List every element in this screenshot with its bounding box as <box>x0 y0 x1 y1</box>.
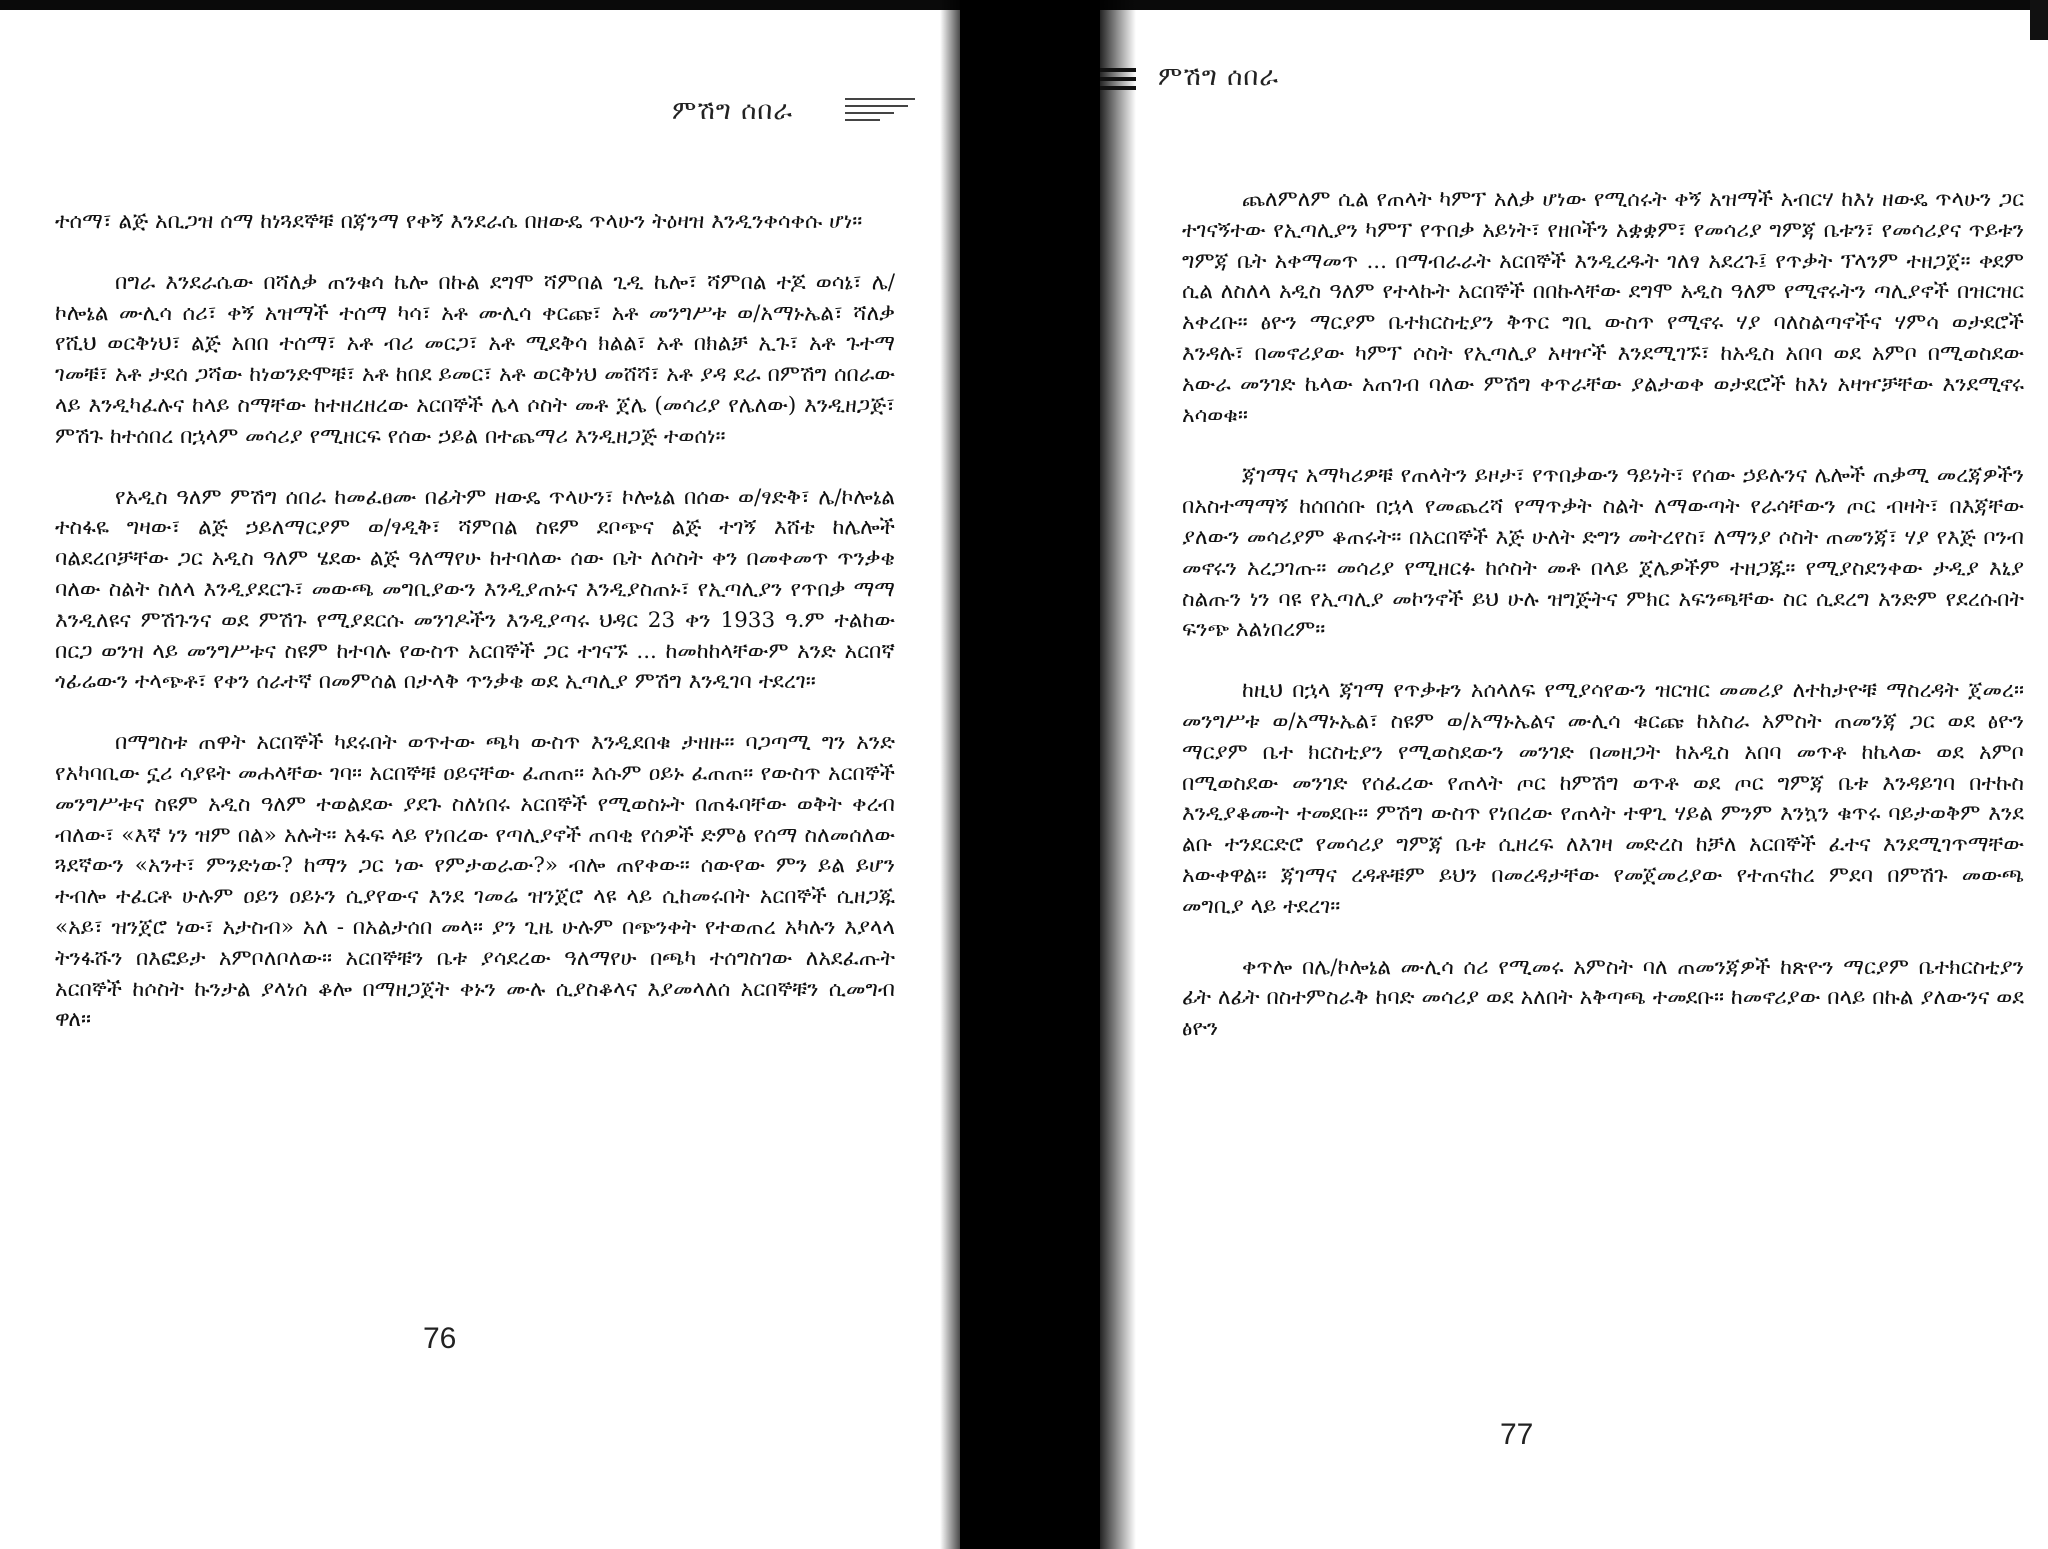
left-header-ornament <box>845 98 915 121</box>
left-paragraph-2: በግራ እንደራሴው በሻለቃ ጠንቁሳ ኬሎ በኩል ደግሞ ሻምበል ጊዲ ኬሎ፣ ሻምበል ተጆ ወሳኔ፣ ሌ/ኮሎኔል ሙሊሳ ሰሪ፣ ቀኝ አዝማች ተሰማ ካሳ፣ አቶ ሙሊሳ ቀርጩ፣ አቶ መንግሥቱ ወ/አማኑኤል፣ ሻለቃ የሺህ ወርቅነህ፣ ልጅ አበበ ተሰማ፣ አቶ ብሪ መርጋ፣ አቶ ሚደቅሳ ክልል፣ አቶ በክልቻ ኢጉ፣ አቶ ጉተማ ገመቹ፣ አቶ ታደሰ ጋሻው ከነወንድሞቹ፣ አቶ ከበደ ይመር፣ አቶ ወርቅነህ መሸሻ፣ አቶ ያዳ ደራ በምሽግ ሰበራው ላይ እንዲካፈሉና ከላይ ስማቸው ከተዘረዘረው አርበኞች ሌላ ሶስት መቶ ጀሌ (መሳሪያ የሌለው) እንዲዘጋጅ፣ ምሽጉ ከተሰበረ በኋላም መሳሪያ የሚዘርፍ የሰው ኃይል በተጨማሪ እንዲዘጋጅ ተወሰነ። <box>55 269 895 449</box>
left-paragraph-4: በማግስቱ ጠዋት አርበኞች ካደሩበት ወጥተው ጫካ ውስጥ እንዲደበቁ ታዘዙ። ባጋጣሚ ግን አንድ የአካባቢው ኗሪ ሳያዩት መሐላቸው ገባ። አርበኞቹ ዐይናቸው ፈጠጠ። እሱም ዐይኑ ፈጠጠ። የውስጥ አርበኞች መንግሥቱና ስዩም አዲስ ዓለም ተወልደው ያደጉ ስለነበሩ አርበኞች የሚወስኑት በጠፋባቸው ወቅት ቀረብ ብለው፣ «እኛ ነን ዝም በል» አሉት። አፋፍ ላይ የነበረው የጣሊያኖች ጠባቂ የሰዎች ድምፅ የሰማ ስለመሰለው ጓደኛውን «አንተ፣ ምንድነው? ከማን ጋር ነው የምታወራው?» ብሎ ጠየቀው። ሰውየው ምን ይል ይሆን ተብሎ ተፈርቶ ሁሉም ዐይን ዐይኑን ሲያየውና እንደ ገመሬ ዝንጀሮ ላዩ ላይ ሲከመሩበት አርበኞች ሲዘጋጁ «አይ፣ ዝንጀሮ ነው፣ አታስብ» አለ - በአልታሰበ መላ። ያን ጊዜ ሁሉም በጭንቀት የተወጠረ አካሉን እያላላ ትንፋሹን በእፎይታ አምቦለቦለው። አርበኞቹን ቤቱ ያሳደረው ዓለማየሁ በጫካ ተሰግስገው ለአደፈጡት አርበኞች ከሶስት ኩንታል ያላነሰ ቆሎ በማዘጋጀት ቀኑን ሙሉ ሲያስቆላና እያመላለሰ አርበኞቹን ሲመግብ ዋለ። <box>55 730 895 1033</box>
right-page <box>1100 0 2048 1549</box>
right-paragraph-4: ቀጥሎ በሌ/ኮሎኔል ሙሊሳ ሰሪ የሚመሩ አምስት ባለ ጠመንጃዎች ከጽዮን ማርያም ቤተክርስቲያን ፊት ለፊት በስተምስራቅ ከባድ መሳሪያ ወደ አለበት አቅጣጫ ተመደቡ። ከመኖሪያው በላይ በኩል ያለውንና ወደ ፅዮን <box>1182 954 2024 1042</box>
left-paragraph-3: የአዲስ ዓለም ምሽግ ሰበራ ከመፈፀሙ በፊትም ዘውዴ ጥላሁን፣ ኮሎኔል በሰው ወ/ፃድቅ፣ ሌ/ኮሎኔል ተስፋዬ ግዛው፣ ልጅ ኃይለማርያም ወ/ፃዲቅ፣ ሻምበል ስዩም ደቦጭና ልጅ ተገኝ እሸቴ ከሌሎች ባልደረቦቻቸው ጋር አዲስ ዓለም ሄደው ልጅ ዓለማየሁ ከተባለው ሰው ቤት ለሶስት ቀን በመቀመጥ ጥንቃቄ ባለው ስልት ስለላ እንዲያደርጉ፣ መውጫ መግቢያውን እንዲያጠኑና እንዲያስጠኑ፣ የኢጣሊያን የጥበቃ ማማ እንዲለዩና ምሽጉንና ወደ ምሽጉ የሚያደርሱ መንገዶችን እንዲያጣሩ ህዳር 23 ቀን 1933 ዓ.ም ተልከው በርጋ ወንዝ ላይ መንግሥቱና ስዩም ከተባሉ የውስጥ አርበኞች ጋር ተገናኙ ... ከመከከላቸውም አንድ አርበኛ ጎፊሬውን ተላጭቶ፣ የቀን ሰራተኛ በመምሰል በታላቅ ጥንቃቄ ወደ ኢጣሊያ ምሽግ እንዲገባ ተደረገ። <box>55 484 895 695</box>
right-page-body <box>1182 185 2024 1075</box>
right-paragraph-2: ጃገማና አማካሪዎቹ የጠላትን ይዞታ፣ የጥበቃውን ዓይነት፣ የሰው ኃይሉንና ሌሎች ጠቃሚ መረጃዎችን በአስተማማኝ ከሰበሰቡ በኋላ የመጨረሻ የማጥቃት ስልት ለማውጣት የራሳቸውን ጦር ብዛት፣ በእጃቸው ያለውን መሳሪያም ቆጠሩት። በአርበኞች እጅ ሁለት ድግን መትረየስ፣ ለማንያ ሶስት ጠመንጃ፣ ሃያ የእጅ ቦንብ መኖሩን አረጋገጡ። መሳሪያ የሚዘርፉ ከሶስት መቶ በላይ ጀሌዎችም ተዘጋጁ። የሚያስደንቀው ታዲያ እኒያ ስልጡን ነን ባዩ የኢጣሊያ መኮንኖች ይህ ሁሉ ዝግጅትና ምክር አፍንጫቸው ስር ሲደረግ አንድም የደረሱበት ፍንጭ አልነበረም። <box>1182 463 2024 643</box>
left-page-body <box>55 207 895 1066</box>
left-running-head: ምሽግ ሰበራ <box>672 96 794 126</box>
book-gutter <box>960 0 1100 1549</box>
right-running-head: ምሽግ ሰበራ <box>1158 62 1280 92</box>
scan-edge-mark <box>2030 0 2048 40</box>
left-page <box>0 0 960 1549</box>
right-paragraph-1: ጨለምለም ሲል የጠላት ካምፕ አለቃ ሆነው የሚሰሩት ቀኝ አዝማች አብርሃ ከእነ ዘውዴ ጥላሁን ጋር ተገናኝተው የኢጣሊያን ካምፕ የጥበቃ አይነት፣ የዘቦችን አቋቋም፣ የመሳሪያ ግምጃ ቤቱን፣ የመሳሪያና ጥይቱን ግምጃ ቤት አቀማመጥ ... በማብራራት አርበኞች እንዲረዱት ገለፃ አደረጉ፤ የጥቃት ፕላንም ተዘጋጀ። ቀደም ሲል ለስለላ አዲስ ዓለም የተላኩት አርበኞች በበኩላቸው ደግሞ አዲስ ዓለም የሚኖሩትን ጣሊያኖች በዝርዝር አቀረቡ። ፅዮን ማርያም ቤተክርስቲያን ቅጥር ግቢ ውስጥ የሚኖሩ ሃያ ባለስልጣኖችና ሃምሳ ወታደሮች እንዳሉ፣ በመኖሪያው ካምፕ ሶስት የኢጣሊያ አዛዦች እንደሚገኙ፣ ከአዲስ አበባ ወደ አምቦ በሚወስደው አውራ መንገድ ኬላው አጠገብ ባለው ምሽግ ቀጥራቸው ያልታወቀ ወታደሮች ከእነ አዛዦቻቸው እንደሚኖሩ አሳወቁ። <box>1182 187 2024 428</box>
right-header-ornament <box>1100 68 1136 90</box>
left-page-number: 76 <box>423 1322 457 1355</box>
right-page-number: 77 <box>1500 1418 1534 1451</box>
right-paragraph-3: ከዚህ በኋላ ጃገማ የጥቃቱን አሰላለፍ የሚያሳየውን ዝርዝር መመሪያ ለተከታዮቹ ማስረዳት ጀመረ። መንግሥቱ ወ/አማኑኤል፣ ስዩም ወ/አማኑኤልና ሙሊሳ ቁርጩ ከአስራ አምስት ጠመንጃ ጋር ወደ ፅዮን ማርያም ቤተ ክርስቲያን የሚወስደውን መንገድ በመዘጋት ከአዲስ አበባ መጥቶ ከኬላው ወደ አምቦ በሚወስደው መንገድ የሰፈረው የጠላት ጦር ከምሽግ ወጥቶ ወደ ጦር ግምጃ ቤቱ እንዳይገባ በተኩስ እንዲያቆሙት ተመደቡ። ምሽግ ውስጥ የነበረው የጠላት ተዋጊ ሃይል ምንም እንኳን ቁጥሩ ባይታወቅም እንደ ልቡ ተንደርድሮ የመሳሪያ ግምጃ ቤቱ ሲዘረፍ ለእገዛ መድረስ ከቻለ አርበኞች ፈተና እንደሚገጥማቸው አውቀዋል። ጃገማና ረዳቶቹም ይህን በመረዳታቸው የመጀመሪያው የተጠናከረ ምደባ በምሽጉ መውጫ መግቢያ ላይ ተደረገ። <box>1182 678 2024 919</box>
left-paragraph-1: ተሰማ፣ ልጅ አቢጋዝ ሰማ ከነጓደኞቹ በጃንማ የቀኝ እንደራሴ በዘውዴ ጥላሁን ትዕዛዝ እንዲንቀሳቀሱ ሆነ። <box>55 209 863 234</box>
